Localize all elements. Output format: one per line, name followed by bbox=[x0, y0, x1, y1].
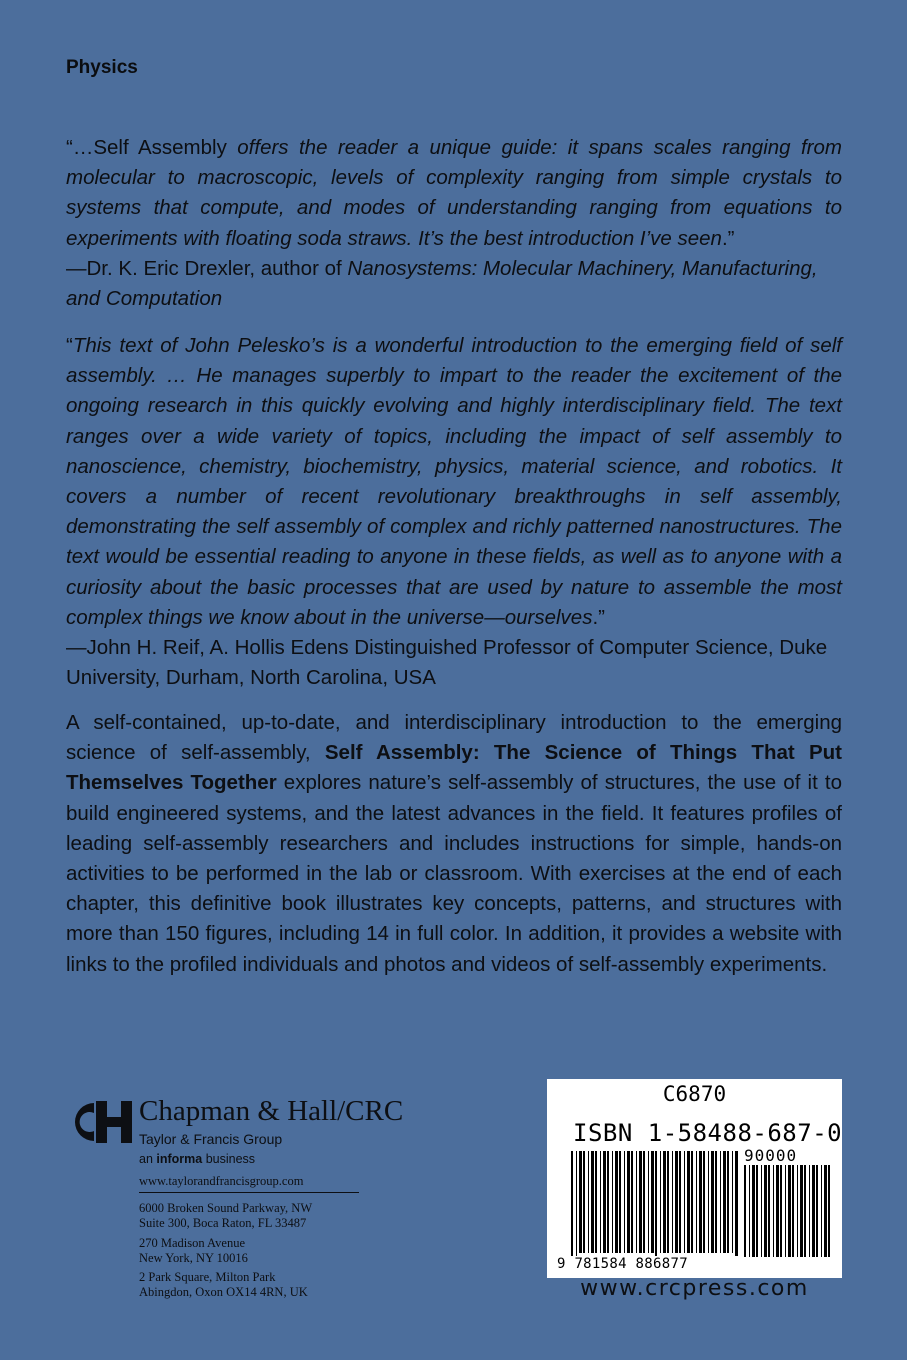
quote-drexler-attribution bbox=[66, 254, 842, 314]
barcode-bar bbox=[571, 1151, 573, 1261]
barcode-bar bbox=[576, 1151, 577, 1261]
address-line: Suite 300, Boca Raton, FL 33487 bbox=[139, 1216, 307, 1230]
barcode-bar bbox=[821, 1165, 822, 1257]
barcode-bar bbox=[776, 1165, 779, 1257]
quote-drexler-body: offers the reader a unique guide: it spans scales ranging from molecular to macroscopic, levels of complexity ranging from simple crystals to systems that compute, and modes of understanding ranging from equations to experiments with floating soda straws. It’s the best introduction I’ve seen bbox=[66, 136, 842, 250]
informa-brand: informa bbox=[156, 1152, 203, 1166]
barcode-bar bbox=[643, 1151, 645, 1253]
barcode-bar bbox=[667, 1151, 669, 1253]
barcode-bar bbox=[588, 1151, 589, 1253]
barcode-bar bbox=[612, 1151, 613, 1253]
barcode-bar bbox=[595, 1151, 597, 1253]
barcode-bar bbox=[756, 1165, 758, 1257]
category-label: Physics bbox=[66, 57, 138, 78]
publisher-website: www.crcpress.com bbox=[580, 1276, 809, 1301]
barcode-bar bbox=[723, 1151, 726, 1253]
barcode-bar bbox=[764, 1165, 767, 1257]
barcode-bar bbox=[703, 1151, 705, 1253]
address-line: 270 Madison Avenue bbox=[139, 1236, 246, 1250]
barcode-bar bbox=[824, 1165, 827, 1257]
book-description bbox=[66, 708, 842, 980]
price-code: C6870 bbox=[662, 1082, 727, 1106]
barcode-bar bbox=[761, 1165, 762, 1257]
barcode-bar bbox=[744, 1165, 746, 1257]
barcode-bar bbox=[651, 1151, 654, 1253]
barcode-bar bbox=[727, 1151, 729, 1253]
quote-reif-attribution: —John H. Reif, A. Hollis Edens Distinguished Professor of Computer Science, Duke University, Durham, North Carolina, USA bbox=[66, 636, 828, 690]
quote-reif bbox=[66, 331, 842, 693]
ean-digits: 9 781584 886877 bbox=[557, 1256, 747, 1272]
barcode-bar bbox=[773, 1165, 774, 1257]
barcode-bar bbox=[785, 1165, 786, 1257]
barcode-bar bbox=[675, 1151, 678, 1253]
barcode-bar bbox=[639, 1151, 642, 1253]
barcode-bar bbox=[735, 1151, 738, 1261]
barcode-bar bbox=[752, 1165, 755, 1257]
attribution-work: Nanosystems: Molecular Machinery, Manufacturing, and Computation bbox=[66, 256, 818, 311]
quote-reif-open: “ bbox=[66, 334, 73, 357]
address-line: New York, NY 10016 bbox=[139, 1251, 248, 1265]
quote-drexler bbox=[66, 133, 842, 314]
barcode-bar bbox=[715, 1151, 717, 1253]
publisher-url: www.taylorandfrancisgroup.com bbox=[139, 1174, 359, 1193]
description-rest: explores nature’s self-assembly of structures, the use of it to build engineered systems, and the latest advances in the field. It features profiles of leading self-assembly researchers and includes instructions for simple, hands-on activities to be performed in the lab or classroom. With exercises at the end of each chapter, this definitive book illustrates key concepts, patterns, and structures with more than 150 figures, including 14 in full color. In addition, it provides a website with links to the profiled individuals and photos and videos of self-assembly experiments. bbox=[66, 771, 842, 976]
publisher-group: Taylor & Francis Group bbox=[139, 1131, 283, 1147]
barcode-bar bbox=[780, 1165, 782, 1257]
publisher-name: Chapman & Hall/CRC bbox=[139, 1095, 404, 1127]
barcode-bar bbox=[679, 1151, 681, 1253]
address-line: Abingdon, Oxon OX14 4RN, UK bbox=[139, 1285, 308, 1299]
barcode-bar bbox=[696, 1151, 697, 1253]
barcode-bar bbox=[788, 1165, 791, 1257]
publisher-informa bbox=[139, 1152, 255, 1166]
barcode-bar bbox=[708, 1151, 709, 1253]
barcode-bar bbox=[579, 1151, 582, 1253]
description-intro: A self-contained, up-to-date, and interdisciplinary introduction to the emerging science of self-assembly, bbox=[66, 711, 842, 765]
barcode-box bbox=[547, 1079, 842, 1278]
barcode-bar bbox=[627, 1151, 630, 1253]
barcode-bar bbox=[615, 1151, 618, 1253]
barcode-bar bbox=[583, 1151, 585, 1253]
barcode-bar bbox=[672, 1151, 673, 1253]
quote-reif-close: .” bbox=[592, 605, 605, 629]
address-line: 2 Park Square, Milton Park bbox=[139, 1270, 276, 1284]
barcode-bar bbox=[600, 1151, 601, 1253]
quote-reif-body: This text of John Pelesko’s is a wonderful introduction to the emerging field of self assembly. … He manages superbly to impart to the reader the excitement of the ongoing research in this quickly evolving and highly interdisciplinary field. The text ranges over a wide variety of topics, including the impact of self assembly to nanoscience, chemistry, biochemistry, physics, material science, and robotics. It covers a number of recent revolutionary breakthroughs in self assembly, demonstrating the self assembly of complex and richly patterned nanostructures. The text would be essential reading to anyone in these fields, as well as to anyone with a curiosity about the basic processes that are used by nature to assemble the most complex things we know about in the universe—ourselves bbox=[66, 334, 842, 629]
book-title: Self Assembly: The Science of Things That Put Themselves Together bbox=[66, 741, 842, 795]
barcode-bar bbox=[648, 1151, 649, 1253]
barcode-bar bbox=[732, 1151, 733, 1253]
barcode-bar bbox=[631, 1151, 633, 1253]
barcode-bar bbox=[607, 1151, 609, 1253]
barcode-bar bbox=[711, 1151, 714, 1253]
barcode-bar bbox=[636, 1151, 637, 1253]
chapman-hall-logo bbox=[66, 1099, 134, 1145]
attribution-prefix: —Dr. K. Eric Drexler, author of bbox=[66, 256, 348, 280]
quote-drexler-close: .” bbox=[721, 226, 735, 250]
informa-prefix: an bbox=[139, 1152, 157, 1166]
barcode-bar bbox=[768, 1165, 770, 1257]
address-line: 6000 Broken Sound Parkway, NW bbox=[139, 1201, 313, 1215]
barcode-bar bbox=[687, 1151, 690, 1253]
barcode-bar bbox=[816, 1165, 818, 1257]
barcode-bar bbox=[619, 1151, 621, 1253]
barcode-bar bbox=[655, 1151, 657, 1261]
barcode-bar bbox=[812, 1165, 815, 1257]
barcode-bar bbox=[797, 1165, 798, 1257]
barcode-bar bbox=[691, 1151, 693, 1253]
address-boca-raton bbox=[139, 1201, 369, 1231]
barcode-bar bbox=[800, 1165, 803, 1257]
addon-barcode-bars bbox=[744, 1165, 832, 1265]
barcode-bar bbox=[591, 1151, 594, 1253]
barcode-bar bbox=[749, 1165, 750, 1257]
barcode-bar bbox=[792, 1165, 794, 1257]
informa-suffix: business bbox=[202, 1152, 256, 1166]
barcode-bar bbox=[624, 1151, 625, 1253]
isbn-number: ISBN 1-58488-687-0 bbox=[573, 1119, 843, 1147]
addon-digits: 90000 bbox=[744, 1146, 798, 1165]
address-new-york bbox=[139, 1236, 369, 1266]
barcode-bar bbox=[699, 1151, 702, 1253]
barcode-bar bbox=[720, 1151, 721, 1253]
barcode-bar bbox=[663, 1151, 666, 1253]
barcode-bar bbox=[660, 1151, 661, 1253]
quote-drexler-open: “…Self Assembly bbox=[66, 136, 227, 159]
barcode-bar bbox=[809, 1165, 810, 1257]
barcode-bar bbox=[804, 1165, 806, 1257]
address-uk bbox=[139, 1270, 369, 1300]
barcode-bar bbox=[828, 1165, 830, 1257]
barcode-bar bbox=[603, 1151, 606, 1253]
barcode-bar bbox=[684, 1151, 685, 1253]
ean-barcode-bars bbox=[571, 1151, 739, 1261]
